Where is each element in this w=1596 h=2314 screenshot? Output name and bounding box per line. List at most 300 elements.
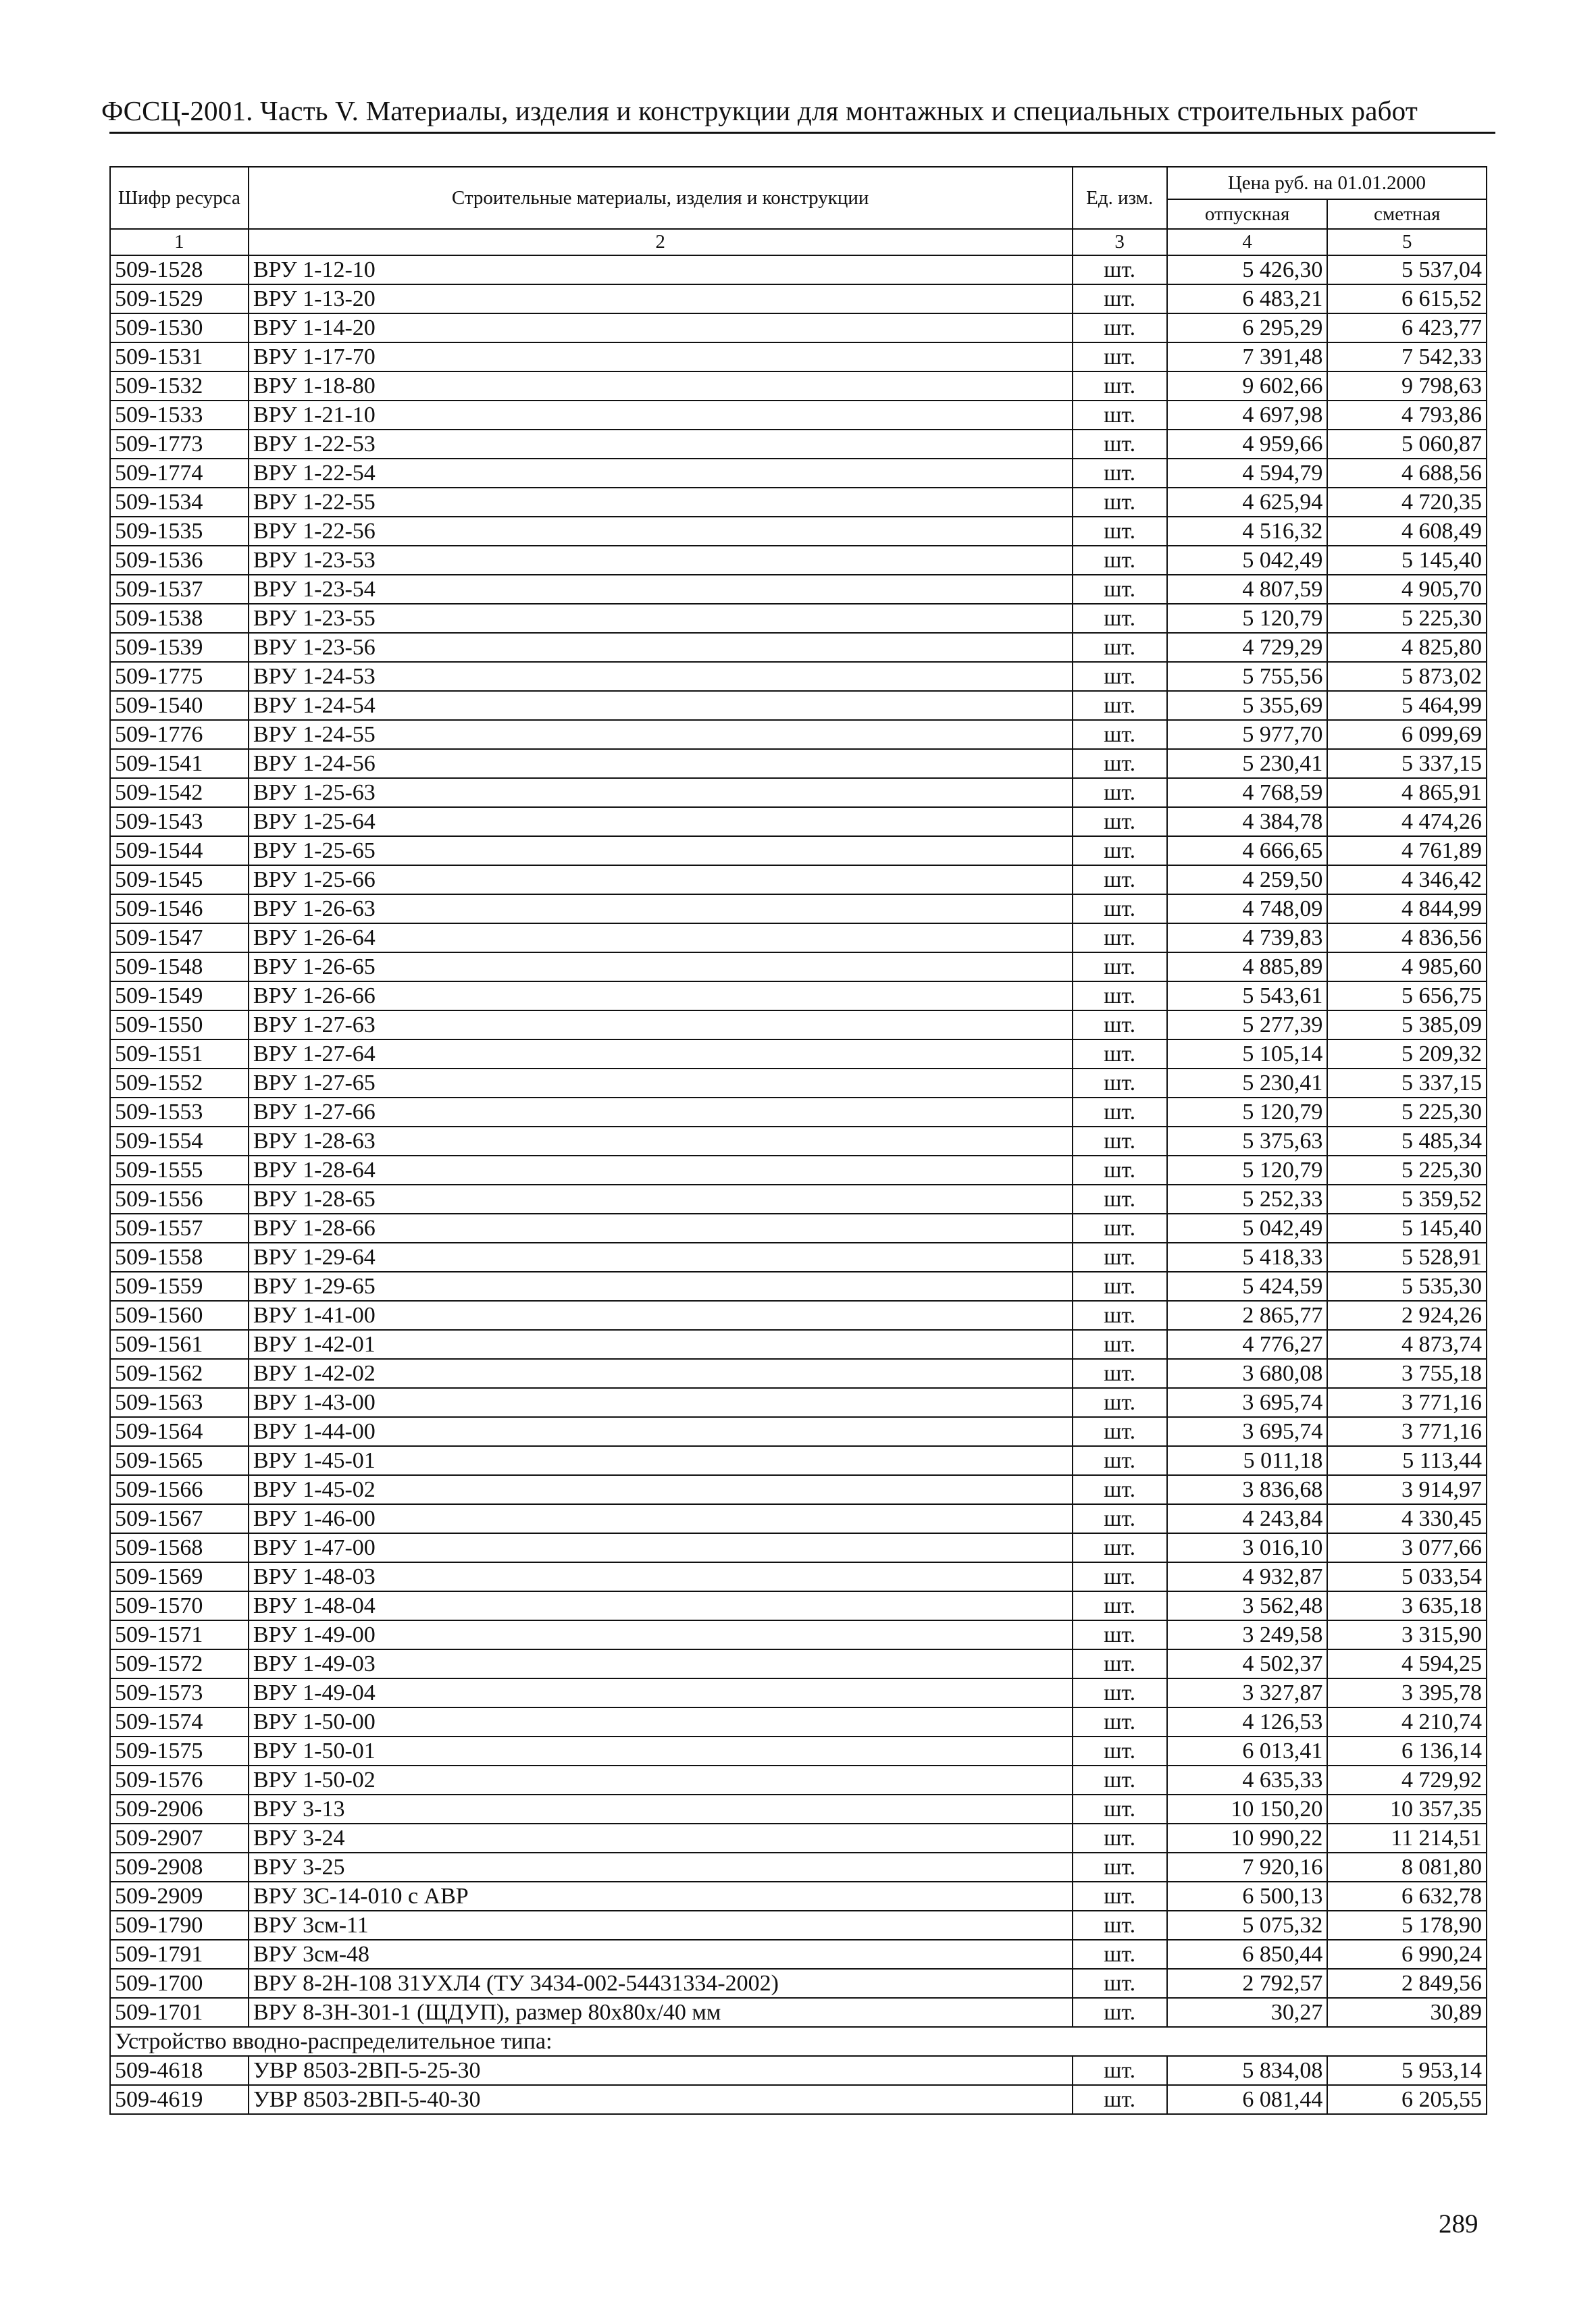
price-release: 6 500,13 xyxy=(1167,1882,1328,1911)
table-row xyxy=(110,1446,1487,1475)
price-estimate: 3 395,78 xyxy=(1327,1678,1487,1707)
table-row xyxy=(110,459,1487,488)
table-row xyxy=(110,778,1487,807)
column-number: 1 xyxy=(110,229,249,255)
price-estimate: 3 755,18 xyxy=(1327,1359,1487,1388)
unit-of-measure: шт. xyxy=(1073,1330,1167,1359)
material-name: ВРУ 1-18-80 xyxy=(249,371,1073,401)
price-estimate: 11 214,51 xyxy=(1327,1824,1487,1853)
resource-code: 509-2906 xyxy=(110,1795,249,1824)
material-name: ВРУ 1-25-63 xyxy=(249,778,1073,807)
price-release: 4 697,98 xyxy=(1167,401,1328,430)
resource-code: 509-2907 xyxy=(110,1824,249,1853)
table-row xyxy=(110,284,1487,313)
header-price-group: Цена руб. на 01.01.2000 xyxy=(1167,167,1487,199)
resource-code: 509-1570 xyxy=(110,1591,249,1620)
price-estimate: 5 209,32 xyxy=(1327,1039,1487,1069)
price-release: 5 120,79 xyxy=(1167,1156,1328,1185)
price-release: 4 625,94 xyxy=(1167,488,1328,517)
price-estimate: 2 849,56 xyxy=(1327,1969,1487,1998)
price-estimate: 5 464,99 xyxy=(1327,691,1487,720)
resource-code: 509-1537 xyxy=(110,575,249,604)
unit-of-measure: шт. xyxy=(1073,371,1167,401)
unit-of-measure: шт. xyxy=(1073,865,1167,894)
price-release: 5 252,33 xyxy=(1167,1185,1328,1214)
table-row xyxy=(110,255,1487,284)
material-name: ВРУ 3С-14-010 с АВР xyxy=(249,1882,1073,1911)
price-release: 4 243,84 xyxy=(1167,1504,1328,1533)
resource-code: 509-1564 xyxy=(110,1417,249,1446)
price-release: 4 594,79 xyxy=(1167,459,1328,488)
price-estimate: 4 905,70 xyxy=(1327,575,1487,604)
table-row xyxy=(110,1359,1487,1388)
price-estimate: 4 836,56 xyxy=(1327,923,1487,952)
unit-of-measure: шт. xyxy=(1073,342,1167,371)
section-row xyxy=(110,2027,1487,2056)
material-name: ВРУ 1-27-66 xyxy=(249,1098,1073,1127)
resource-code: 509-1573 xyxy=(110,1678,249,1707)
price-release: 4 126,53 xyxy=(1167,1707,1328,1737)
material-name: ВРУ 1-49-04 xyxy=(249,1678,1073,1707)
price-release: 3 680,08 xyxy=(1167,1359,1328,1388)
table-row xyxy=(110,1243,1487,1272)
section-body xyxy=(110,2027,1487,2056)
price-estimate: 5 385,09 xyxy=(1327,1010,1487,1039)
table-row xyxy=(110,1911,1487,1940)
material-name: ВРУ 1-24-55 xyxy=(249,720,1073,749)
price-estimate: 5 178,90 xyxy=(1327,1911,1487,1940)
unit-of-measure: шт. xyxy=(1073,517,1167,546)
price-estimate: 6 205,55 xyxy=(1327,2085,1487,2114)
material-name: ВРУ 1-42-02 xyxy=(249,1359,1073,1388)
table-row xyxy=(110,575,1487,604)
resource-code: 509-1565 xyxy=(110,1446,249,1475)
unit-of-measure: шт. xyxy=(1073,1678,1167,1707)
price-release: 5 042,49 xyxy=(1167,546,1328,575)
unit-of-measure: шт. xyxy=(1073,1069,1167,1098)
price-release: 5 011,18 xyxy=(1167,1446,1328,1475)
header-price-release: отпускная xyxy=(1167,199,1328,229)
table-row xyxy=(110,1069,1487,1098)
price-estimate: 3 771,16 xyxy=(1327,1388,1487,1417)
price-release: 5 230,41 xyxy=(1167,749,1328,778)
material-name: ВРУ 1-49-03 xyxy=(249,1649,1073,1678)
table-row xyxy=(110,981,1487,1010)
unit-of-measure: шт. xyxy=(1073,1533,1167,1562)
price-estimate: 9 798,63 xyxy=(1327,371,1487,401)
table-row xyxy=(110,1156,1487,1185)
material-name: ВРУ 1-12-10 xyxy=(249,255,1073,284)
table-row xyxy=(110,1185,1487,1214)
price-release: 4 729,29 xyxy=(1167,633,1328,662)
unit-of-measure: шт. xyxy=(1073,1737,1167,1766)
price-estimate: 4 793,86 xyxy=(1327,401,1487,430)
price-release: 30,27 xyxy=(1167,1998,1328,2027)
price-estimate: 5 873,02 xyxy=(1327,662,1487,691)
material-name: ВРУ 1-47-00 xyxy=(249,1533,1073,1562)
table-row xyxy=(110,1533,1487,1562)
material-name: ВРУ 1-43-00 xyxy=(249,1388,1073,1417)
table-row xyxy=(110,923,1487,952)
price-release: 4 259,50 xyxy=(1167,865,1328,894)
unit-of-measure: шт. xyxy=(1073,1010,1167,1039)
table-row xyxy=(110,691,1487,720)
price-release: 5 355,69 xyxy=(1167,691,1328,720)
material-name: ВРУ 1-27-65 xyxy=(249,1069,1073,1098)
price-estimate: 5 953,14 xyxy=(1327,2056,1487,2085)
price-release: 2 865,77 xyxy=(1167,1301,1328,1330)
material-name: ВРУ 1-23-55 xyxy=(249,604,1073,633)
price-estimate: 5 535,30 xyxy=(1327,1272,1487,1301)
unit-of-measure: шт. xyxy=(1073,807,1167,836)
table-row xyxy=(110,1649,1487,1678)
material-name: ВРУ 1-42-01 xyxy=(249,1330,1073,1359)
price-release: 7 920,16 xyxy=(1167,1853,1328,1882)
material-name: ВРУ 3-13 xyxy=(249,1795,1073,1824)
material-name: ВРУ 1-13-20 xyxy=(249,284,1073,313)
resource-code: 509-1549 xyxy=(110,981,249,1010)
unit-of-measure: шт. xyxy=(1073,1272,1167,1301)
resource-code: 509-1530 xyxy=(110,313,249,342)
material-name: ВРУ 1-49-00 xyxy=(249,1620,1073,1649)
unit-of-measure: шт. xyxy=(1073,720,1167,749)
price-estimate: 4 729,92 xyxy=(1327,1766,1487,1795)
table-row xyxy=(110,371,1487,401)
table-row xyxy=(110,1098,1487,1127)
resource-code: 509-1775 xyxy=(110,662,249,691)
price-estimate: 30,89 xyxy=(1327,1998,1487,2027)
table-row xyxy=(110,1969,1487,1998)
unit-of-measure: шт. xyxy=(1073,662,1167,691)
table-row xyxy=(110,546,1487,575)
material-name: ВРУ 1-41-00 xyxy=(249,1301,1073,1330)
price-release: 4 959,66 xyxy=(1167,430,1328,459)
price-release: 4 885,89 xyxy=(1167,952,1328,981)
resource-code: 509-1574 xyxy=(110,1707,249,1737)
price-release: 4 384,78 xyxy=(1167,807,1328,836)
price-estimate: 5 225,30 xyxy=(1327,1156,1487,1185)
unit-of-measure: шт. xyxy=(1073,1475,1167,1504)
price-estimate: 5 359,52 xyxy=(1327,1185,1487,1214)
unit-of-measure: шт. xyxy=(1073,546,1167,575)
price-release: 4 635,33 xyxy=(1167,1766,1328,1795)
price-estimate: 4 825,80 xyxy=(1327,633,1487,662)
table-body xyxy=(110,255,1487,2027)
table-row xyxy=(110,342,1487,371)
price-release: 6 850,44 xyxy=(1167,1940,1328,1969)
unit-of-measure: шт. xyxy=(1073,459,1167,488)
price-release: 3 695,74 xyxy=(1167,1388,1328,1417)
price-release: 5 834,08 xyxy=(1167,2056,1328,2085)
unit-of-measure: шт. xyxy=(1073,1824,1167,1853)
table-row xyxy=(110,1620,1487,1649)
resource-code: 509-1532 xyxy=(110,371,249,401)
resource-code: 509-1554 xyxy=(110,1127,249,1156)
price-estimate: 3 635,18 xyxy=(1327,1591,1487,1620)
table-row xyxy=(110,1504,1487,1533)
price-estimate: 5 656,75 xyxy=(1327,981,1487,1010)
unit-of-measure: шт. xyxy=(1073,1417,1167,1446)
unit-of-measure: шт. xyxy=(1073,2085,1167,2114)
table-row xyxy=(110,604,1487,633)
material-name: ВРУ 1-24-54 xyxy=(249,691,1073,720)
price-estimate: 6 423,77 xyxy=(1327,313,1487,342)
header-name: Строительные материалы, изделия и конструкции xyxy=(249,167,1073,229)
table-row xyxy=(110,1998,1487,2027)
unit-of-measure: шт. xyxy=(1073,691,1167,720)
unit-of-measure: шт. xyxy=(1073,1301,1167,1330)
price-release: 6 013,41 xyxy=(1167,1737,1328,1766)
table-row xyxy=(110,1039,1487,1069)
material-name: ВРУ 1-21-10 xyxy=(249,401,1073,430)
table-row xyxy=(110,894,1487,923)
price-estimate: 5 337,15 xyxy=(1327,749,1487,778)
price-estimate: 4 761,89 xyxy=(1327,836,1487,865)
price-estimate: 5 145,40 xyxy=(1327,546,1487,575)
resource-code: 509-1538 xyxy=(110,604,249,633)
unit-of-measure: шт. xyxy=(1073,1998,1167,2027)
unit-of-measure: шт. xyxy=(1073,1562,1167,1591)
material-name: ВРУ 1-23-53 xyxy=(249,546,1073,575)
unit-of-measure: шт. xyxy=(1073,1504,1167,1533)
unit-of-measure: шт. xyxy=(1073,836,1167,865)
resource-code: 509-1575 xyxy=(110,1737,249,1766)
resource-code: 509-1558 xyxy=(110,1243,249,1272)
resource-code: 509-1557 xyxy=(110,1214,249,1243)
price-release: 6 295,29 xyxy=(1167,313,1328,342)
price-release: 5 375,63 xyxy=(1167,1127,1328,1156)
price-estimate: 5 337,15 xyxy=(1327,1069,1487,1098)
unit-of-measure: шт. xyxy=(1073,1127,1167,1156)
material-name: ВРУ 1-26-66 xyxy=(249,981,1073,1010)
resource-code: 509-1566 xyxy=(110,1475,249,1504)
price-release: 4 776,27 xyxy=(1167,1330,1328,1359)
price-estimate: 3 914,97 xyxy=(1327,1475,1487,1504)
table-row xyxy=(110,1678,1487,1707)
price-estimate: 8 081,80 xyxy=(1327,1853,1487,1882)
unit-of-measure: шт. xyxy=(1073,284,1167,313)
price-estimate: 4 720,35 xyxy=(1327,488,1487,517)
resource-code: 509-1536 xyxy=(110,546,249,575)
price-estimate: 4 608,49 xyxy=(1327,517,1487,546)
table-row xyxy=(110,1214,1487,1243)
table-row xyxy=(110,1882,1487,1911)
unit-of-measure: шт. xyxy=(1073,1591,1167,1620)
table-row xyxy=(110,1591,1487,1620)
material-name: ВРУ 1-27-63 xyxy=(249,1010,1073,1039)
table-row xyxy=(110,836,1487,865)
price-estimate: 6 136,14 xyxy=(1327,1737,1487,1766)
unit-of-measure: шт. xyxy=(1073,1649,1167,1678)
table-row xyxy=(110,1737,1487,1766)
material-name: ВРУ 1-14-20 xyxy=(249,313,1073,342)
table-row xyxy=(110,1127,1487,1156)
table-row xyxy=(110,1272,1487,1301)
unit-of-measure: шт. xyxy=(1073,952,1167,981)
material-name: ВРУ 1-23-54 xyxy=(249,575,1073,604)
price-release: 5 755,56 xyxy=(1167,662,1328,691)
price-release: 4 932,87 xyxy=(1167,1562,1328,1591)
price-estimate: 5 033,54 xyxy=(1327,1562,1487,1591)
unit-of-measure: шт. xyxy=(1073,1795,1167,1824)
resource-code: 509-1556 xyxy=(110,1185,249,1214)
material-name: ВРУ 1-29-65 xyxy=(249,1272,1073,1301)
column-number: 2 xyxy=(249,229,1073,255)
material-name: ВРУ 1-26-65 xyxy=(249,952,1073,981)
table-row xyxy=(110,1766,1487,1795)
table-row xyxy=(110,720,1487,749)
unit-of-measure: шт. xyxy=(1073,575,1167,604)
unit-of-measure: шт. xyxy=(1073,488,1167,517)
resource-code: 509-1534 xyxy=(110,488,249,517)
unit-of-measure: шт. xyxy=(1073,1359,1167,1388)
page-number: 289 xyxy=(1439,2209,1478,2238)
table-body-section xyxy=(110,2056,1487,2114)
header-price-estimate: сметная xyxy=(1327,199,1487,229)
material-name: ВРУ 1-25-66 xyxy=(249,865,1073,894)
material-name: ВРУ 3см-11 xyxy=(249,1911,1073,1940)
price-release: 2 792,57 xyxy=(1167,1969,1328,1998)
unit-of-measure: шт. xyxy=(1073,1388,1167,1417)
resource-code: 509-1529 xyxy=(110,284,249,313)
price-estimate: 5 225,30 xyxy=(1327,1098,1487,1127)
unit-of-measure: шт. xyxy=(1073,1882,1167,1911)
price-estimate: 5 528,91 xyxy=(1327,1243,1487,1272)
material-name: ВРУ 1-25-64 xyxy=(249,807,1073,836)
resource-code: 509-1544 xyxy=(110,836,249,865)
price-estimate: 4 985,60 xyxy=(1327,952,1487,981)
table-row xyxy=(110,662,1487,691)
price-release: 4 739,83 xyxy=(1167,923,1328,952)
price-release: 5 424,59 xyxy=(1167,1272,1328,1301)
table-row xyxy=(110,633,1487,662)
resource-code: 509-1774 xyxy=(110,459,249,488)
table-row xyxy=(110,1795,1487,1824)
material-name: ВРУ 3-25 xyxy=(249,1853,1073,1882)
table-row xyxy=(110,1010,1487,1039)
price-release: 5 120,79 xyxy=(1167,604,1328,633)
table-row xyxy=(110,2085,1487,2114)
price-release: 3 562,48 xyxy=(1167,1591,1328,1620)
unit-of-measure: шт. xyxy=(1073,401,1167,430)
material-name: ВРУ 1-28-63 xyxy=(249,1127,1073,1156)
material-name: ВРУ 1-28-66 xyxy=(249,1214,1073,1243)
unit-of-measure: шт. xyxy=(1073,1620,1167,1649)
unit-of-measure: шт. xyxy=(1073,1243,1167,1272)
price-estimate: 4 346,42 xyxy=(1327,865,1487,894)
price-release: 5 543,61 xyxy=(1167,981,1328,1010)
resource-code: 509-1535 xyxy=(110,517,249,546)
price-release: 7 391,48 xyxy=(1167,342,1328,371)
resource-code: 509-1539 xyxy=(110,633,249,662)
price-estimate: 2 924,26 xyxy=(1327,1301,1487,1330)
resource-code: 509-1563 xyxy=(110,1388,249,1417)
price-table xyxy=(109,166,1487,2115)
price-estimate: 4 865,91 xyxy=(1327,778,1487,807)
price-release: 5 105,14 xyxy=(1167,1039,1328,1069)
resource-code: 509-1528 xyxy=(110,255,249,284)
unit-of-measure: шт. xyxy=(1073,981,1167,1010)
material-name: ВРУ 1-29-64 xyxy=(249,1243,1073,1272)
price-estimate: 4 594,25 xyxy=(1327,1649,1487,1678)
price-release: 3 016,10 xyxy=(1167,1533,1328,1562)
table-row xyxy=(110,865,1487,894)
unit-of-measure: шт. xyxy=(1073,1969,1167,1998)
price-estimate: 6 615,52 xyxy=(1327,284,1487,313)
header-code: Шифр ресурса xyxy=(110,167,249,229)
unit-of-measure: шт. xyxy=(1073,1098,1167,1127)
table-row xyxy=(110,1853,1487,1882)
price-release: 4 748,09 xyxy=(1167,894,1328,923)
price-release: 5 042,49 xyxy=(1167,1214,1328,1243)
price-estimate: 5 537,04 xyxy=(1327,255,1487,284)
resource-code: 509-1543 xyxy=(110,807,249,836)
resource-code: 509-1548 xyxy=(110,952,249,981)
unit-of-measure: шт. xyxy=(1073,1446,1167,1475)
unit-of-measure: шт. xyxy=(1073,313,1167,342)
resource-code: 509-1551 xyxy=(110,1039,249,1069)
header-rule xyxy=(109,132,1495,134)
resource-code: 509-1790 xyxy=(110,1911,249,1940)
table-row xyxy=(110,1330,1487,1359)
resource-code: 509-1553 xyxy=(110,1098,249,1127)
unit-of-measure: шт. xyxy=(1073,749,1167,778)
price-estimate: 6 632,78 xyxy=(1327,1882,1487,1911)
material-name: ВРУ 1-17-70 xyxy=(249,342,1073,371)
price-estimate: 10 357,35 xyxy=(1327,1795,1487,1824)
unit-of-measure: шт. xyxy=(1073,1707,1167,1737)
price-estimate: 4 873,74 xyxy=(1327,1330,1487,1359)
price-estimate: 3 315,90 xyxy=(1327,1620,1487,1649)
unit-of-measure: шт. xyxy=(1073,923,1167,952)
table-row xyxy=(110,1301,1487,1330)
price-estimate: 3 077,66 xyxy=(1327,1533,1487,1562)
material-name: ВРУ 1-22-55 xyxy=(249,488,1073,517)
material-name: ВРУ 1-22-54 xyxy=(249,459,1073,488)
resource-code: 509-1552 xyxy=(110,1069,249,1098)
unit-of-measure: шт. xyxy=(1073,604,1167,633)
price-estimate: 6 990,24 xyxy=(1327,1940,1487,1969)
material-name: ВРУ 1-50-02 xyxy=(249,1766,1073,1795)
resource-code: 509-1545 xyxy=(110,865,249,894)
resource-code: 509-1562 xyxy=(110,1359,249,1388)
price-release: 5 426,30 xyxy=(1167,255,1328,284)
resource-code: 509-1541 xyxy=(110,749,249,778)
price-release: 5 075,32 xyxy=(1167,1911,1328,1940)
table-row xyxy=(110,1417,1487,1446)
price-release: 4 807,59 xyxy=(1167,575,1328,604)
resource-code: 509-1547 xyxy=(110,923,249,952)
price-estimate: 4 688,56 xyxy=(1327,459,1487,488)
price-release: 3 836,68 xyxy=(1167,1475,1328,1504)
material-name: ВРУ 1-26-63 xyxy=(249,894,1073,923)
unit-of-measure: шт. xyxy=(1073,1766,1167,1795)
material-name: ВРУ 1-24-56 xyxy=(249,749,1073,778)
resource-code: 509-4619 xyxy=(110,2085,249,2114)
section-title: Устройство вводно-распределительное типа: xyxy=(110,2027,1487,2056)
unit-of-measure: шт. xyxy=(1073,1853,1167,1882)
table-row xyxy=(110,517,1487,546)
material-name: ВРУ 8-3Н-301-1 (ЩДУП), размер 80х80х/40 мм xyxy=(249,1998,1073,2027)
resource-code: 509-1560 xyxy=(110,1301,249,1330)
unit-of-measure: шт. xyxy=(1073,1911,1167,1940)
material-name: ВРУ 1-25-65 xyxy=(249,836,1073,865)
table-row xyxy=(110,1475,1487,1504)
material-name: УВР 8503-2ВП-5-25-30 xyxy=(249,2056,1073,2085)
price-release: 3 327,87 xyxy=(1167,1678,1328,1707)
price-estimate: 4 844,99 xyxy=(1327,894,1487,923)
material-name: ВРУ 3см-48 xyxy=(249,1940,1073,1969)
